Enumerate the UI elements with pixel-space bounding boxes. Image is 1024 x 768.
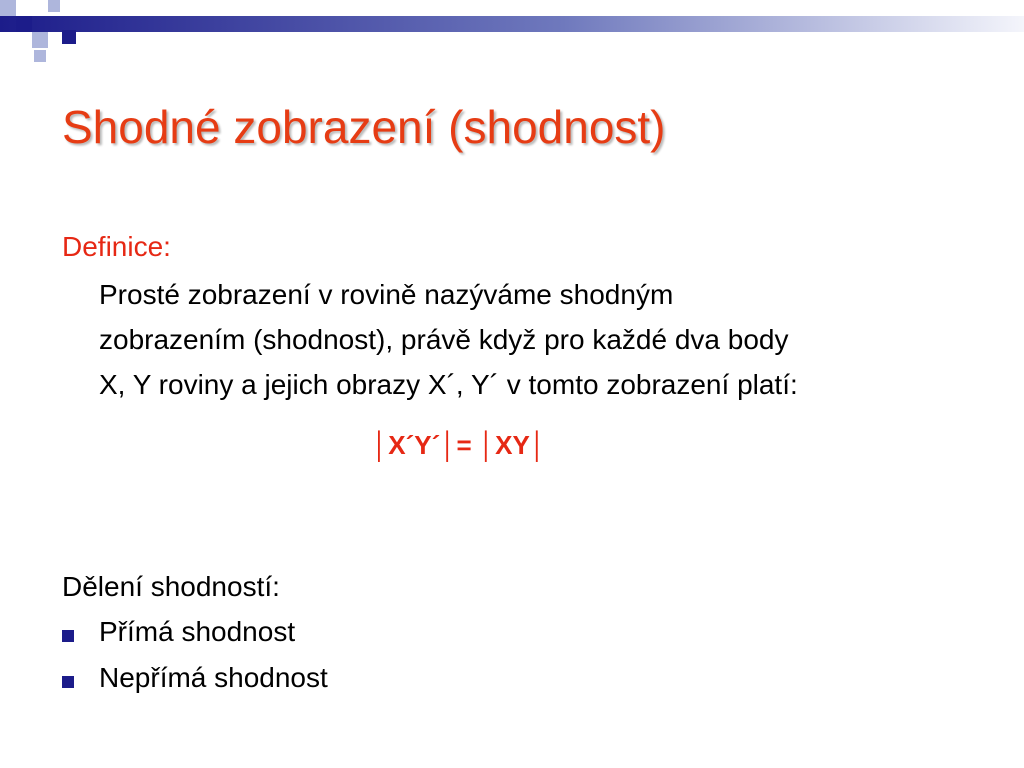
deco-square xyxy=(0,36,12,48)
deco-square xyxy=(16,16,32,32)
square-bullet-icon xyxy=(62,676,74,688)
definition-line: X, Y roviny a jejich obrazy X´, Y´ v tomto zobrazení platí: xyxy=(99,369,798,400)
deco-square xyxy=(48,0,60,12)
header-decoration xyxy=(0,0,1024,62)
deco-square xyxy=(34,50,46,62)
definition-text xyxy=(99,272,999,407)
definition-label: Definice: xyxy=(62,231,171,262)
definition-line: zobrazením (shodnost), právě když pro každé dva body xyxy=(99,324,789,355)
definition-line: Prosté zobrazení v rovině nazýváme shodným xyxy=(99,279,674,310)
header-gradient-bar xyxy=(0,16,1024,32)
slide-title: Shodné zobrazení (shodnost) xyxy=(62,101,666,153)
congruence-formula: │X´Y´│= │XY│ xyxy=(372,430,547,460)
deco-square xyxy=(62,30,76,44)
square-bullet-icon xyxy=(62,630,74,642)
list-item-label: Nepřímá shodnost xyxy=(99,662,328,693)
deco-square xyxy=(32,32,48,48)
list-item-label: Přímá shodnost xyxy=(99,616,296,647)
division-title: Dělení shodností: xyxy=(62,571,280,602)
deco-square xyxy=(0,0,16,16)
